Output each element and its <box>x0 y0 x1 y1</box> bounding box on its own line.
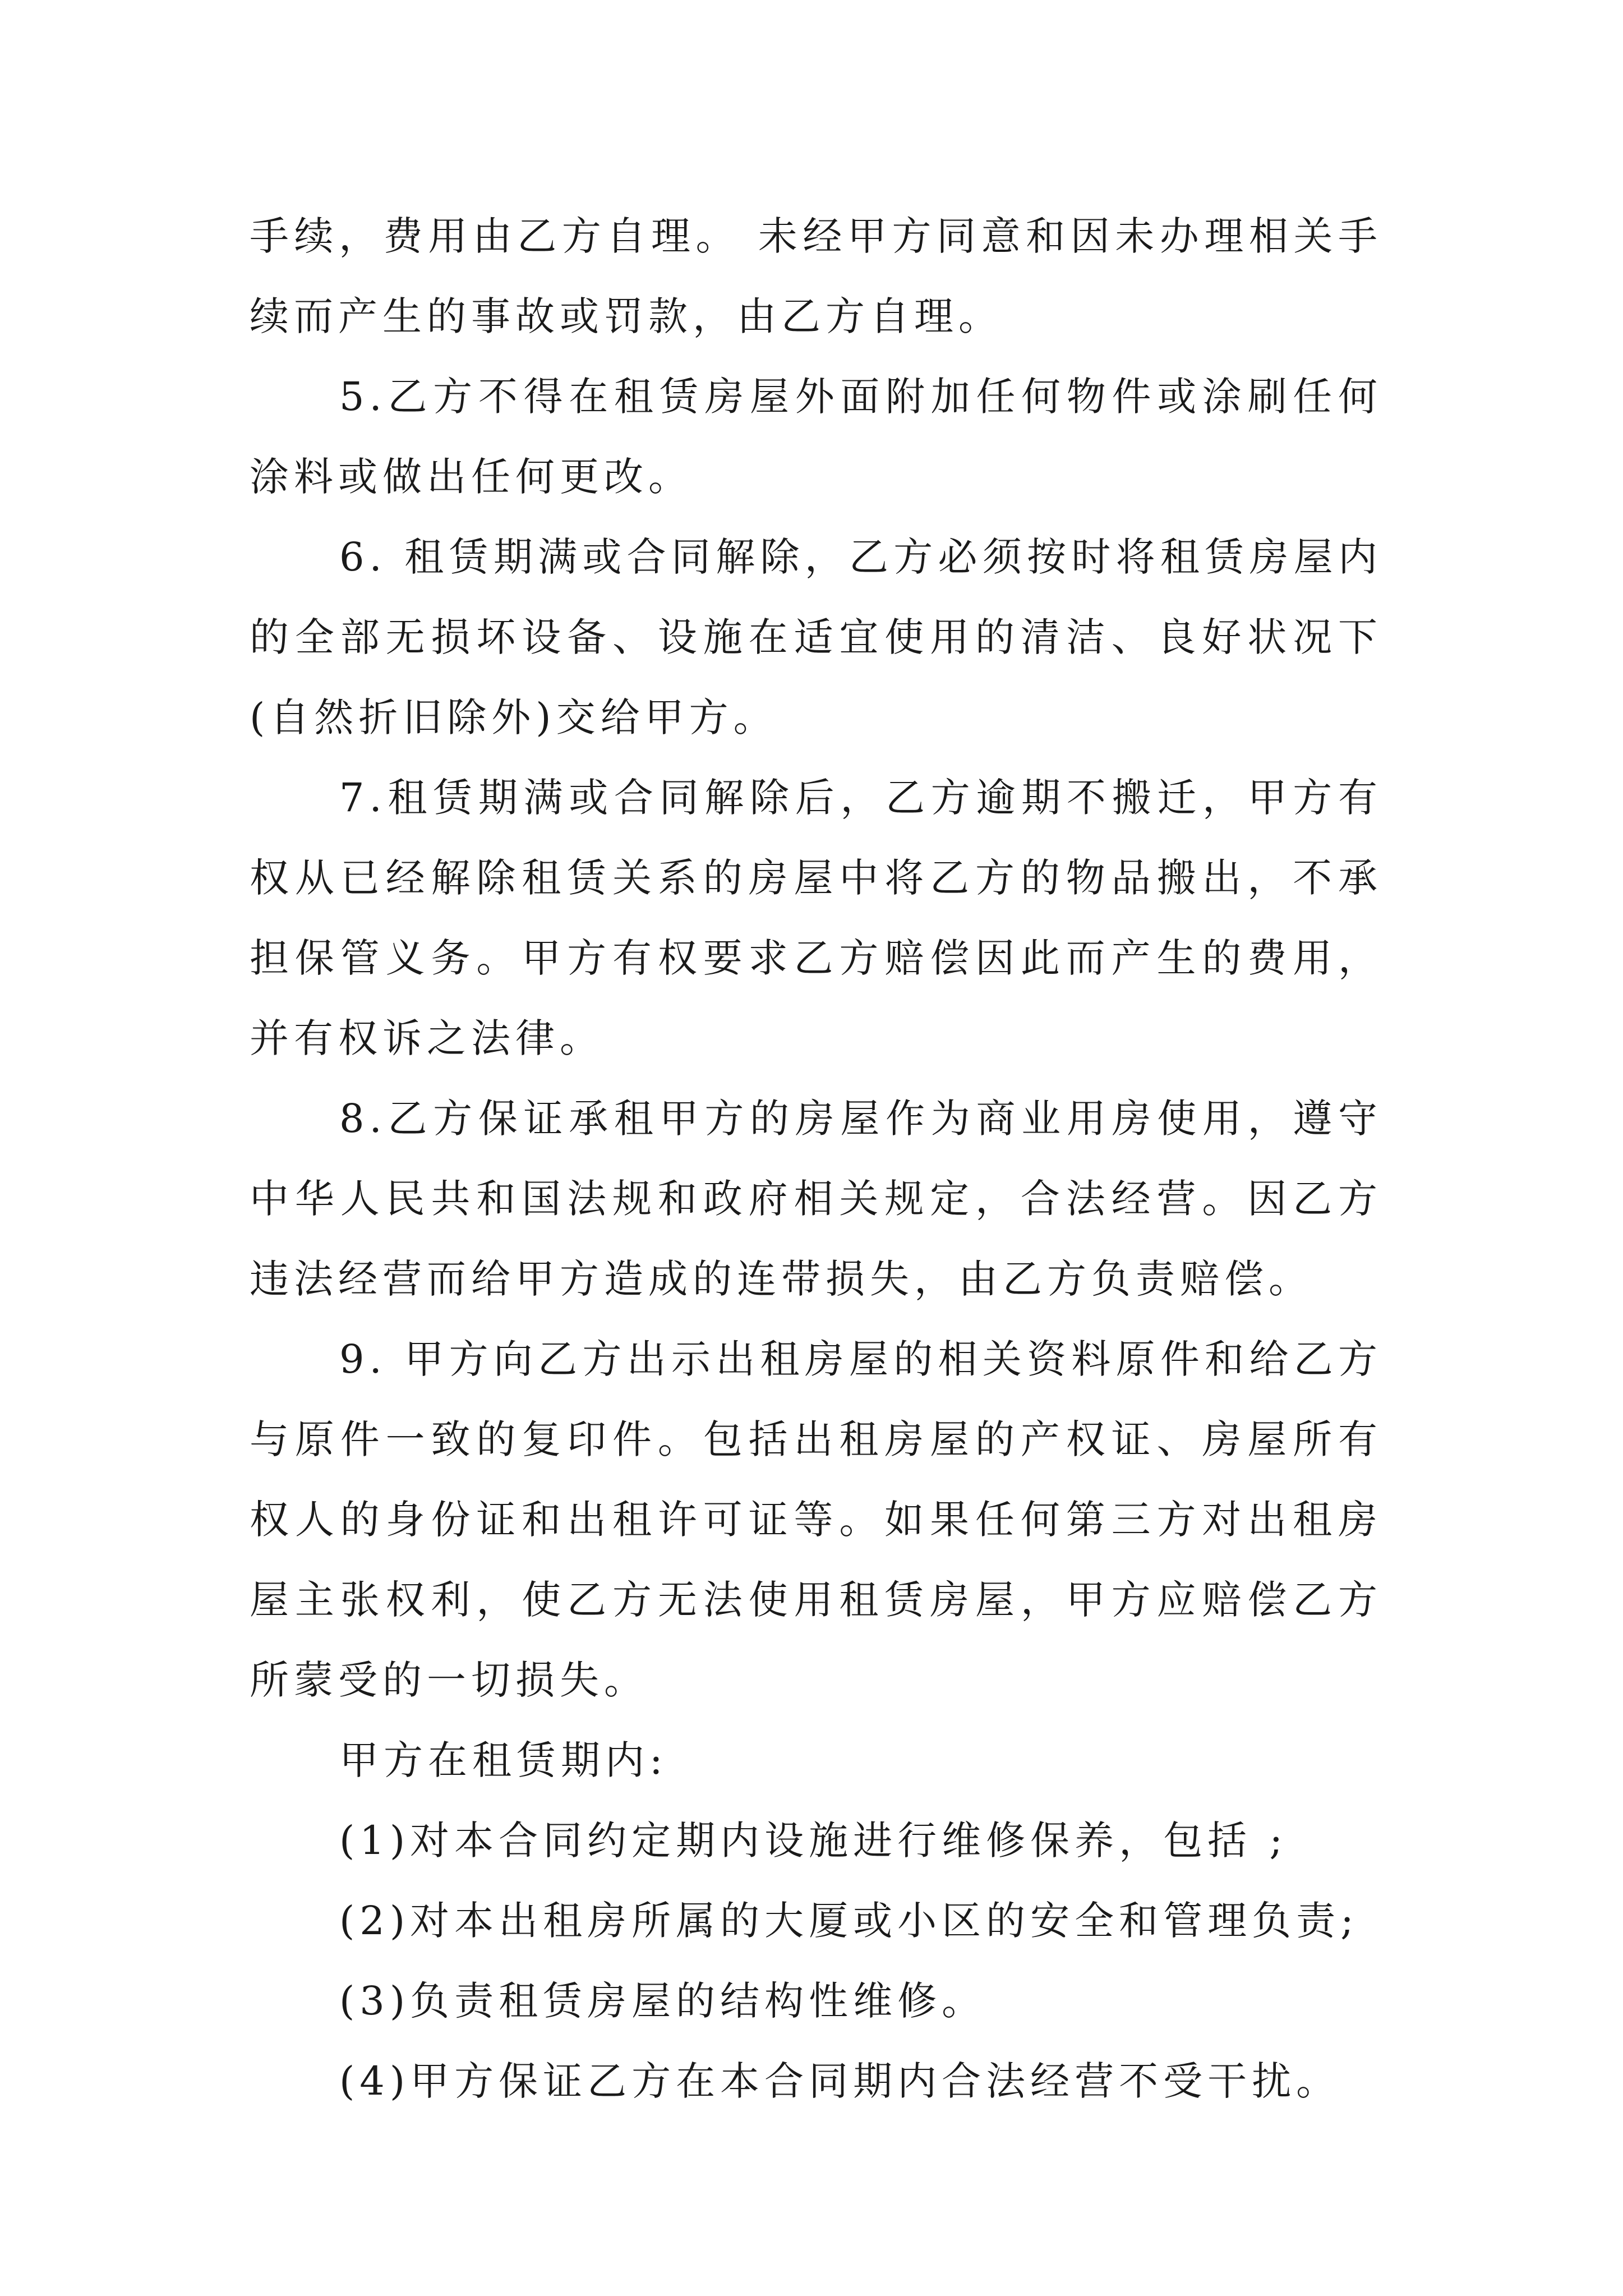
clause-9: 9. 甲方向乙方出示出租房屋的相关资料原件和给乙方与原件一致的复印件。包括出租房屋的产权证、房屋所有权人的身份证和出租许可证等。如果任何第三方对出租房屋主张权利，使乙方无法使用租赁房屋，甲方应赔偿乙方所蒙受的一切损失。 <box>250 1336 1382 1703</box>
document-body <box>250 196 1382 2122</box>
lessor-obligation-3: (3)负责租赁房屋的结构性维修。 <box>339 1978 986 2024</box>
clause-7: 7.租赁期满或合同解除后，乙方逾期不搬迁，甲方有权从已经解除租赁关系的房屋中将乙方的物品搬出，不承担保管义务。甲方有权要求乙方赔偿因此而产生的费用，并有权诉之法律。 <box>250 775 1382 1061</box>
paragraph-fees-continuation: 手续，费用由乙方自理。 未经甲方同意和因未办理相关手续而产生的事故或罚款，由乙方自理。 <box>250 213 1382 339</box>
clause-5: 5.乙方不得在租赁房屋外面附加任何物件或涂刷任何涂料或做出任何更改。 <box>250 374 1382 500</box>
clause-8: 8.乙方保证承租甲方的房屋作为商业用房使用，遵守中华人民共和国法规和政府相关规定，合法经营。因乙方违法经营而给甲方造成的连带损失，由乙方负责赔偿。 <box>250 1096 1382 1302</box>
lessor-obligation-1: (1)对本合同约定期内设施进行维修保养，包括 ; <box>339 1818 1288 1864</box>
clause-6: 6. 租赁期满或合同解除，乙方必须按时将租赁房屋内的全部无损坏设备、设施在适宜使用的清洁、良好状况下(自然折旧除外)交给甲方。 <box>250 534 1382 740</box>
lessor-obligations-heading: 甲方在租赁期内: <box>339 1737 668 1783</box>
lessor-obligation-2: (2)对本出租房所属的大厦或小区的安全和管理负责; <box>339 1898 1359 1944</box>
lessor-obligation-4: (4)甲方保证乙方在本合同期内合法经营不受干扰。 <box>339 2058 1341 2104</box>
